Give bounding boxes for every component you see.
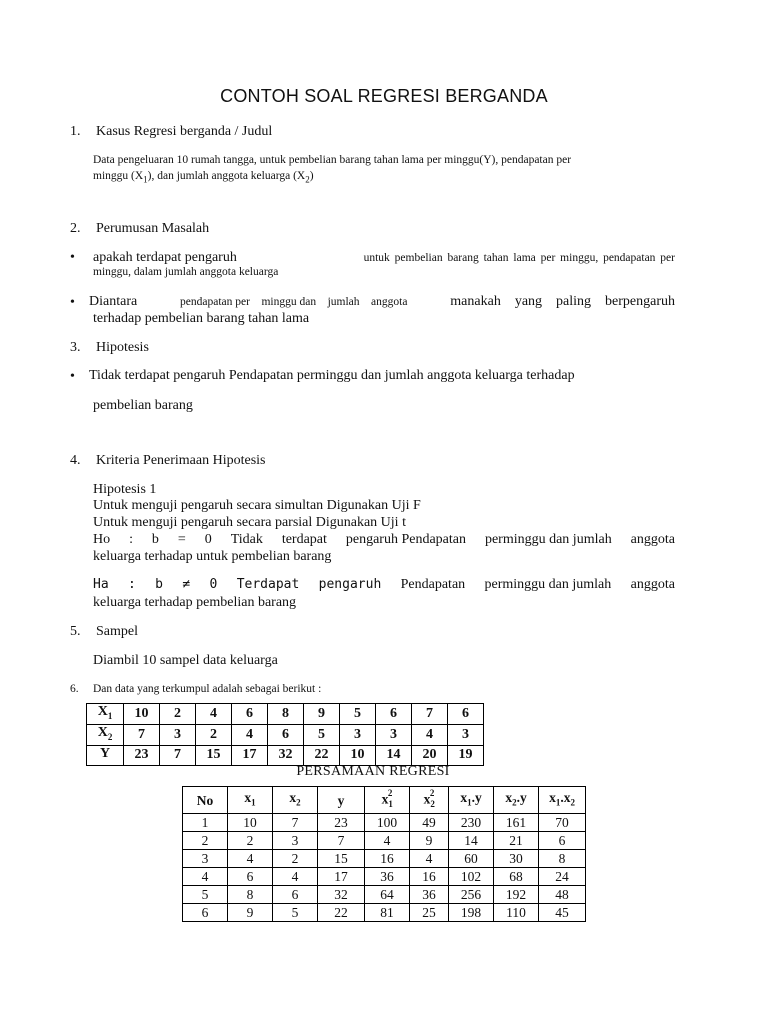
- data-table-cell: 2: [196, 724, 232, 745]
- regression-cell: 110: [494, 904, 539, 922]
- regression-cell: 25: [410, 904, 449, 922]
- ho-line-2: keluarga terhadap untuk pembelian barang: [93, 549, 332, 564]
- section-4-heading: Kriteria Penerimaan Hipotesis: [96, 453, 266, 468]
- section-3-heading: Hipotesis: [96, 340, 149, 355]
- data-table-cell: 7: [160, 745, 196, 766]
- section-2-bullet-1-line-2: minggu, dalam jumlah anggota keluarga: [93, 266, 279, 278]
- regression-cell: 22: [318, 904, 365, 922]
- regression-header-cell: y: [318, 787, 365, 814]
- regression-cell: 4: [228, 850, 273, 868]
- uji-t-line: Untuk menguji pengaruh secara parsial Digunakan Uji t: [93, 515, 406, 530]
- regression-cell: 198: [449, 904, 494, 922]
- regression-header-cell: $x_1.x_2$: [539, 787, 586, 814]
- data-table-row: [87, 704, 484, 725]
- data-table-cell: 9: [304, 704, 340, 725]
- regression-cell: 7: [318, 832, 365, 850]
- bullet-icon: •: [70, 295, 75, 310]
- regression-header-cell: $x_2^2$: [410, 787, 449, 814]
- section-3-number: 3.: [70, 340, 81, 355]
- regression-cell: 8: [539, 850, 586, 868]
- regression-cell: 30: [494, 850, 539, 868]
- regression-cell: 15: [318, 850, 365, 868]
- data-table-row: [87, 745, 484, 766]
- data-table-cell: 6: [376, 704, 412, 725]
- section-1-paragraph: [93, 152, 675, 187]
- data-table-cell: 5: [340, 704, 376, 725]
- regression-header-cell: No: [183, 787, 228, 814]
- section-6-number: 6.: [70, 683, 79, 695]
- section-5-heading: Sampel: [96, 624, 138, 639]
- regression-header-cell: $x_2.y$: [494, 787, 539, 814]
- data-table-cell: 2: [160, 704, 196, 725]
- data-table-cell: 4: [412, 724, 448, 745]
- bullet-2-detail: pendapatan per minggu dan jumlah anggota: [180, 296, 408, 308]
- regression-cell: 60: [449, 850, 494, 868]
- data-table-cell: 15: [196, 745, 232, 766]
- data-table-cell: 4: [232, 724, 268, 745]
- regression-cell: 192: [494, 886, 539, 904]
- data-table-cell: 22: [304, 745, 340, 766]
- hipotesis-1-label: Hipotesis 1: [93, 482, 157, 497]
- data-table-cell: 3: [340, 724, 376, 745]
- regression-cell: 6: [183, 904, 228, 922]
- regression-row: [183, 814, 586, 832]
- regression-cell: 6: [273, 886, 318, 904]
- regression-header-cell: $x_1.y$: [449, 787, 494, 814]
- bullet-1-detail: untuk pembelian barang tahan lama per minggu, pendapatan per: [363, 252, 675, 264]
- persamaan-regresi-title: PERSAMAAN REGRESI: [296, 764, 450, 779]
- bullet-icon: •: [70, 369, 75, 384]
- section-3-bullet-line-2: pembelian barang: [93, 398, 193, 413]
- data-table-cell: 32: [268, 745, 304, 766]
- regression-cell: 21: [494, 832, 539, 850]
- section-5-text: Diambil 10 sampel data keluarga: [93, 653, 278, 668]
- data-table-cell: 10: [340, 745, 376, 766]
- regression-cell: 14: [449, 832, 494, 850]
- section-3-bullet-line-1: Tidak terdapat pengaruh Pendapatan perminggu dan jumlah anggota keluarga terhadap: [89, 368, 575, 383]
- data-table-cell: 20: [412, 745, 448, 766]
- regression-cell: 102: [449, 868, 494, 886]
- data-table-cell: 14: [376, 745, 412, 766]
- regression-cell: 3: [273, 832, 318, 850]
- regression-cell: 1: [183, 814, 228, 832]
- data-table-cell: 8: [268, 704, 304, 725]
- uji-f-line: Untuk menguji pengaruh secara simultan Digunakan Uji F: [93, 498, 421, 513]
- regression-cell: 4: [365, 832, 410, 850]
- section-4-number: 4.: [70, 453, 81, 468]
- regression-row: [183, 868, 586, 886]
- data-table-cell: 7: [124, 724, 160, 745]
- regression-cell: 9: [410, 832, 449, 850]
- regression-header-cell: $x_1^2$: [365, 787, 410, 814]
- section-2-bullet-2-line-1: [89, 294, 675, 310]
- regression-cell: 4: [183, 868, 228, 886]
- regression-cell: 49: [410, 814, 449, 832]
- section-1-heading: Kasus Regresi berganda / Judul: [96, 124, 273, 139]
- regression-cell: 2: [273, 850, 318, 868]
- bullet-2-emphasis: manakah yang paling berpengaruh: [450, 294, 675, 309]
- section-6-text: Dan data yang terkumpul adalah sebagai berikut :: [93, 683, 322, 695]
- regression-cell: 36: [410, 886, 449, 904]
- bullet-icon: •: [70, 250, 75, 265]
- regression-cell: 8: [228, 886, 273, 904]
- regression-cell: 5: [183, 886, 228, 904]
- ha-line-2: keluarga terhadap pembelian barang: [93, 595, 297, 610]
- regression-cell: 16: [410, 868, 449, 886]
- data-table-row-label: $X_2$: [87, 724, 124, 745]
- bullet-1-emphasis: apakah terdapat pengaruh: [93, 250, 237, 265]
- data-table-cell: 19: [448, 745, 484, 766]
- regression-row: [183, 832, 586, 850]
- section-2-number: 2.: [70, 221, 81, 236]
- regression-cell: 7: [273, 814, 318, 832]
- regression-cell: 5: [273, 904, 318, 922]
- regression-row: [183, 904, 586, 922]
- ha-line-1: Ha : b ≠ 0 Terdapat pengaruh Pendapatan perminggu dan jumlah anggota: [93, 577, 675, 592]
- data-table-cell: 6: [448, 704, 484, 725]
- regression-cell: 6: [539, 832, 586, 850]
- section-2-heading: Perumusan Masalah: [96, 221, 210, 236]
- regression-cell: 81: [365, 904, 410, 922]
- regression-cell: 24: [539, 868, 586, 886]
- regression-cell: 16: [365, 850, 410, 868]
- regression-cell: 36: [365, 868, 410, 886]
- data-table-cell: 17: [232, 745, 268, 766]
- regression-cell: 23: [318, 814, 365, 832]
- data-table-cell: 3: [448, 724, 484, 745]
- ho-line-1: Ho : b = 0 Tidak terdapat pengaruh Pendapatan perminggu dan jumlah anggota: [93, 532, 675, 547]
- data-table-row: [87, 724, 484, 745]
- regression-row: [183, 850, 586, 868]
- regression-cell: 230: [449, 814, 494, 832]
- regression-cell: 2: [228, 832, 273, 850]
- section-1-number: 1.: [70, 124, 81, 139]
- regression-cell: 161: [494, 814, 539, 832]
- regression-cell: 17: [318, 868, 365, 886]
- section-2-bullet-1-line-1: [93, 250, 675, 266]
- bullet-2-word: Diantara: [89, 294, 138, 309]
- data-table-cell: 3: [160, 724, 196, 745]
- data-table-cell: 7: [412, 704, 448, 725]
- regression-cell: 70: [539, 814, 586, 832]
- data-table: [86, 703, 484, 766]
- regression-cell: 9: [228, 904, 273, 922]
- section-1-line-2: minggu $(X_1)$, dan jumlah anggota keluarga $(X_2)$: [93, 170, 314, 185]
- document-title: CONTOH SOAL REGRESI BERGANDA: [220, 86, 548, 106]
- section-2-bullet-2-line-2: terhadap pembelian barang tahan lama: [93, 311, 310, 326]
- regression-cell: 68: [494, 868, 539, 886]
- regression-cell: 256: [449, 886, 494, 904]
- regression-cell: 48: [539, 886, 586, 904]
- regression-cell: 45: [539, 904, 586, 922]
- data-table-cell: 10: [124, 704, 160, 725]
- regression-cell: 4: [410, 850, 449, 868]
- regression-cell: 2: [183, 832, 228, 850]
- regression-cell: 10: [228, 814, 273, 832]
- regression-cell: 100: [365, 814, 410, 832]
- data-table-cell: 4: [196, 704, 232, 725]
- data-table-cell: 6: [232, 704, 268, 725]
- section-1-line-1: Data pengeluaran 10 rumah tangga, untuk pembelian barang tahan lama per minggu(Y), pendapatan per: [93, 154, 572, 166]
- regression-header-cell: $x_1$: [228, 787, 273, 814]
- data-table-cell: 5: [304, 724, 340, 745]
- regression-cell: 3: [183, 850, 228, 868]
- regression-cell: 6: [228, 868, 273, 886]
- data-table-row-label: Y: [87, 745, 124, 766]
- regression-cell: 64: [365, 886, 410, 904]
- data-table-cell: 3: [376, 724, 412, 745]
- regression-header-cell: $x_2$: [273, 787, 318, 814]
- data-table-row-label: $X_1$: [87, 704, 124, 725]
- data-table-cell: 6: [268, 724, 304, 745]
- data-table-cell: 23: [124, 745, 160, 766]
- regression-row: [183, 886, 586, 904]
- regression-cell: 32: [318, 886, 365, 904]
- regression-cell: 4: [273, 868, 318, 886]
- section-5-number: 5.: [70, 624, 81, 639]
- regression-table: [182, 786, 586, 922]
